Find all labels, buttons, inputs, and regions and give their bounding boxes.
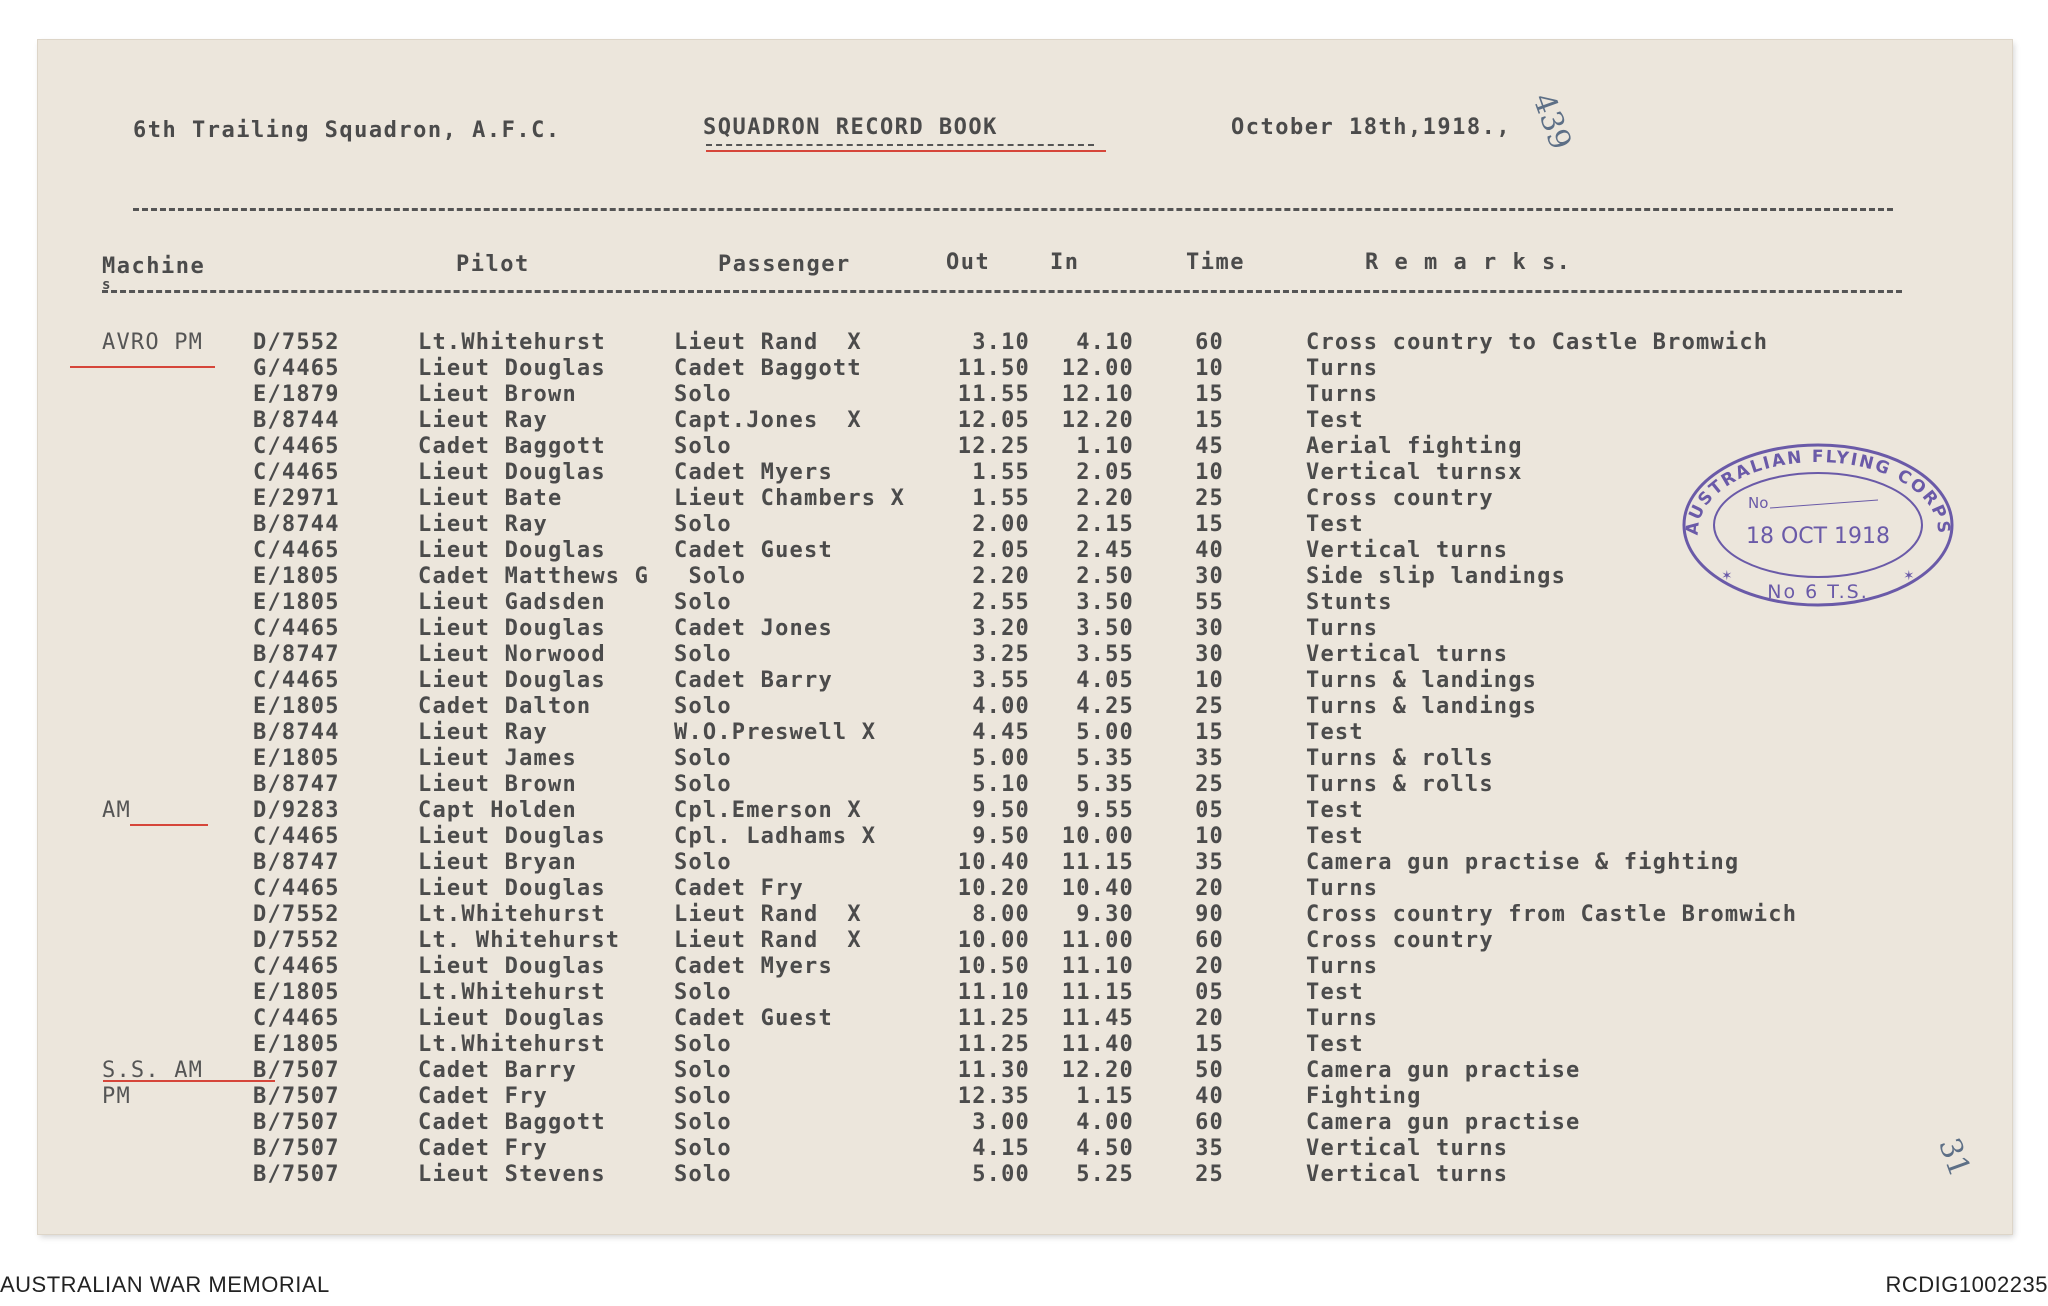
row-machine: B/8744 [253, 408, 340, 433]
table-row [38, 930, 2012, 956]
row-in-time: 4.00 [1076, 1110, 1134, 1135]
table-row [38, 956, 2012, 982]
row-out-time: 2.05 [972, 538, 1030, 563]
row-in-time: 3.55 [1076, 642, 1134, 667]
stamp-star-left-icon: ✶ [1722, 565, 1732, 584]
row-pilot: Lieut Douglas [418, 824, 606, 849]
table-row [38, 410, 2012, 436]
row-remarks: Turns [1306, 616, 1379, 641]
row-out-time: 11.50 [957, 356, 1030, 381]
row-passenger: Cadet Barry [674, 668, 833, 693]
row-passenger: Cpl. Ladhams X [674, 824, 877, 849]
row-duration: 35 [1195, 850, 1224, 875]
row-remarks: Turns & landings [1306, 694, 1538, 719]
row-remarks: Test [1306, 512, 1364, 537]
row-in-time: 12.10 [1061, 382, 1134, 407]
row-remarks: Vertical turns [1306, 538, 1509, 563]
table-row [38, 696, 2012, 722]
row-out-time: 10.50 [957, 954, 1030, 979]
table-row [38, 878, 2012, 904]
row-machine: C/4465 [253, 876, 340, 901]
row-pilot: Capt Holden [418, 798, 577, 823]
row-passenger: Solo [674, 590, 732, 615]
row-pilot: Lieut Ray [418, 720, 549, 745]
table-row [38, 1034, 2012, 1060]
row-out-time: 5.00 [972, 1162, 1030, 1187]
row-remarks: Test [1306, 824, 1364, 849]
row-out-time: 4.15 [972, 1136, 1030, 1161]
table-row [38, 1060, 2012, 1086]
row-passenger: Solo [674, 1058, 732, 1083]
row-machine: B/7507 [253, 1058, 340, 1083]
row-pilot: Lieut Douglas [418, 668, 606, 693]
table-row [38, 774, 2012, 800]
row-in-time: 10.40 [1061, 876, 1134, 901]
row-machine: E/1805 [253, 746, 340, 771]
row-duration: 90 [1195, 902, 1224, 927]
row-out-time: 3.10 [972, 330, 1030, 355]
row-pilot: Lieut Douglas [418, 1006, 606, 1031]
row-in-time: 11.10 [1061, 954, 1134, 979]
col-machine-header: Machine [102, 254, 206, 279]
row-in-time: 4.05 [1076, 668, 1134, 693]
row-in-time: 12.20 [1061, 1058, 1134, 1083]
row-passenger: Solo [674, 642, 732, 667]
row-pilot: Lieut Douglas [418, 538, 606, 563]
row-duration: 30 [1195, 616, 1224, 641]
row-machine: E/1805 [253, 590, 340, 615]
row-machine: B/7507 [253, 1162, 340, 1187]
row-pilot: Lt.Whitehurst [418, 980, 606, 1005]
row-passenger: Cadet Guest [674, 1006, 833, 1031]
row-remarks: Aerial fighting [1306, 434, 1523, 459]
row-remarks: Turns [1306, 356, 1379, 381]
table-row [38, 618, 2012, 644]
row-machine: C/4465 [253, 824, 340, 849]
row-duration: 15 [1195, 408, 1224, 433]
row-out-time: 11.10 [957, 980, 1030, 1005]
row-in-time: 3.50 [1076, 590, 1134, 615]
row-remarks: Cross country [1306, 486, 1494, 511]
row-duration: 15 [1195, 720, 1224, 745]
row-duration: 45 [1195, 434, 1224, 459]
row-out-time: 10.40 [957, 850, 1030, 875]
row-machine: E/1805 [253, 1032, 340, 1057]
row-passenger: Solo [674, 512, 732, 537]
row-duration: 05 [1195, 798, 1224, 823]
stamp-star-right-icon: ✶ [1904, 565, 1914, 584]
row-pilot: Cadet Fry [418, 1084, 549, 1109]
stamp-top-text: AUSTRALIAN FLYING CORPS [1682, 446, 1954, 536]
row-passenger: Lieut Chambers X [674, 486, 906, 511]
row-passenger: Solo [674, 694, 732, 719]
table-row [38, 644, 2012, 670]
row-duration: 50 [1195, 1058, 1224, 1083]
document-title: SQUADRON RECORD BOOK [703, 115, 998, 140]
row-passenger: Capt.Jones X [674, 408, 862, 433]
row-machine: G/4465 [253, 356, 340, 381]
row-remarks: Turns [1306, 876, 1379, 901]
row-out-time: 2.00 [972, 512, 1030, 537]
row-machine: C/4465 [253, 668, 340, 693]
row-duration: 10 [1195, 824, 1224, 849]
row-remarks: Test [1306, 408, 1364, 433]
row-pilot: Lieut Douglas [418, 616, 606, 641]
row-duration: 10 [1195, 356, 1224, 381]
row-pilot: Lieut Ray [418, 408, 549, 433]
afc-received-stamp [1678, 440, 1958, 610]
folio-number-bottom: 31 [1931, 1133, 1978, 1182]
row-passenger: Solo [674, 382, 732, 407]
row-machine: E/2971 [253, 486, 340, 511]
row-in-time: 11.00 [1061, 928, 1134, 953]
row-duration: 15 [1195, 1032, 1224, 1057]
row-pilot: Lt.Whitehurst [418, 902, 606, 927]
row-pilot: Lieut Stevens [418, 1162, 606, 1187]
row-out-time: 1.55 [972, 460, 1030, 485]
row-out-time: 10.20 [957, 876, 1030, 901]
row-in-time: 4.50 [1076, 1136, 1134, 1161]
row-duration: 20 [1195, 954, 1224, 979]
row-pilot: Lieut Douglas [418, 460, 606, 485]
table-row [38, 982, 2012, 1008]
row-passenger: Solo [674, 980, 732, 1005]
col-out-header: Out [946, 250, 991, 275]
row-machine: B/8747 [253, 642, 340, 667]
row-in-time: 5.35 [1076, 746, 1134, 771]
row-out-time: 2.55 [972, 590, 1030, 615]
row-machine: C/4465 [253, 434, 340, 459]
row-passenger: Solo [674, 1110, 732, 1135]
footer-record-id: RCDIG1002235 [1885, 1272, 2048, 1297]
row-out-time: 12.05 [957, 408, 1030, 433]
row-out-time: 12.25 [957, 434, 1030, 459]
row-out-time: 3.00 [972, 1110, 1030, 1135]
row-out-time: 3.55 [972, 668, 1030, 693]
row-out-time: 10.00 [957, 928, 1030, 953]
row-passenger: Solo [674, 564, 747, 589]
row-pilot: Cadet Baggott [418, 434, 606, 459]
col-in-header: In [1050, 250, 1080, 275]
row-machine: D/7552 [253, 330, 340, 355]
row-pilot: Lieut Brown [418, 772, 577, 797]
row-remarks: Turns & rolls [1306, 746, 1494, 771]
row-out-time: 11.55 [957, 382, 1030, 407]
row-passenger: Solo [674, 850, 732, 875]
row-out-time: 11.25 [957, 1032, 1030, 1057]
row-passenger: Cadet Fry [674, 876, 805, 901]
row-machine: B/7507 [253, 1110, 340, 1135]
row-duration: 15 [1195, 512, 1224, 537]
row-in-time: 4.25 [1076, 694, 1134, 719]
record-page [38, 40, 2012, 1234]
row-in-time: 11.40 [1061, 1032, 1134, 1057]
row-machine: E/1805 [253, 694, 340, 719]
row-remarks: Test [1306, 980, 1364, 1005]
row-machine: B/7507 [253, 1136, 340, 1161]
header-rule-bottom [102, 290, 1902, 293]
table-row [38, 800, 2012, 826]
row-in-time: 11.15 [1061, 850, 1134, 875]
col-remarks-header: R e m a r k s. [1365, 250, 1572, 275]
row-passenger: Solo [674, 746, 732, 771]
header-rule-top [133, 208, 1893, 211]
row-duration: 25 [1195, 772, 1224, 797]
row-machine: D/7552 [253, 928, 340, 953]
row-machine: B/8744 [253, 720, 340, 745]
row-machine: C/4465 [253, 1006, 340, 1031]
row-passenger: W.O.Preswell X [674, 720, 877, 745]
row-in-time: 5.35 [1076, 772, 1134, 797]
row-duration: 05 [1195, 980, 1224, 1005]
row-pilot: Cadet Baggott [418, 1110, 606, 1135]
row-duration: 10 [1195, 460, 1224, 485]
row-in-time: 12.00 [1061, 356, 1134, 381]
row-machine: B/8747 [253, 850, 340, 875]
row-duration: 25 [1195, 1162, 1224, 1187]
table-row [38, 670, 2012, 696]
row-passenger: Solo [674, 772, 732, 797]
row-pilot: Lieut Norwood [418, 642, 606, 667]
row-remarks: Stunts [1306, 590, 1393, 615]
col-machine-mark: s [102, 277, 112, 293]
row-machine: E/1805 [253, 564, 340, 589]
row-group-label: AVRO PM [102, 330, 204, 355]
row-in-time: 5.25 [1076, 1162, 1134, 1187]
row-pilot: Cadet Dalton [418, 694, 592, 719]
row-duration: 20 [1195, 1006, 1224, 1031]
row-pilot: Lieut Douglas [418, 954, 606, 979]
row-remarks: Fighting [1306, 1084, 1422, 1109]
table-row [38, 384, 2012, 410]
row-pilot: Cadet Matthews G [418, 564, 650, 589]
row-machine: C/4465 [253, 954, 340, 979]
row-passenger: Cadet Myers [674, 954, 833, 979]
row-remarks: Test [1306, 798, 1364, 823]
row-out-time: 4.00 [972, 694, 1030, 719]
row-passenger: Solo [674, 1136, 732, 1161]
row-pilot: Cadet Fry [418, 1136, 549, 1161]
row-passenger: Solo [674, 1162, 732, 1187]
row-machine: C/4465 [253, 616, 340, 641]
row-out-time: 5.10 [972, 772, 1030, 797]
row-remarks: Test [1306, 1032, 1364, 1057]
row-passenger: Cadet Myers [674, 460, 833, 485]
row-remarks: Vertical turns [1306, 1162, 1509, 1187]
row-machine: D/7552 [253, 902, 340, 927]
row-remarks: Turns & rolls [1306, 772, 1494, 797]
row-in-time: 2.20 [1076, 486, 1134, 511]
avro-pm-red-underline [70, 366, 215, 368]
row-in-time: 4.10 [1076, 330, 1134, 355]
row-remarks: Camera gun practise [1306, 1110, 1581, 1135]
ss-am-red-underline [103, 1080, 275, 1082]
stamp-no-label: No [1748, 494, 1769, 512]
am-red-underline [130, 824, 208, 826]
table-row [38, 1008, 2012, 1034]
row-in-time: 11.45 [1061, 1006, 1134, 1031]
row-duration: 60 [1195, 330, 1224, 355]
row-passenger: Lieut Rand X [674, 330, 862, 355]
row-passenger: Cpl.Emerson X [674, 798, 862, 823]
stamp-date: 18 OCT 1918 [1745, 524, 1891, 549]
row-duration: 30 [1195, 642, 1224, 667]
row-remarks: Turns & landings [1306, 668, 1538, 693]
row-in-time: 9.30 [1076, 902, 1134, 927]
row-out-time: 3.25 [972, 642, 1030, 667]
row-duration: 30 [1195, 564, 1224, 589]
row-passenger: Solo [674, 1084, 732, 1109]
row-pilot: Lieut Douglas [418, 356, 606, 381]
title-red-underline [706, 150, 1106, 152]
row-group-label: PM [102, 1084, 131, 1109]
row-passenger: Lieut Rand X [674, 902, 862, 927]
row-pilot: Lieut Bryan [418, 850, 577, 875]
row-machine: E/1805 [253, 980, 340, 1005]
row-out-time: 3.20 [972, 616, 1030, 641]
row-in-time: 9.55 [1076, 798, 1134, 823]
col-passenger-header: Passenger [718, 252, 851, 277]
row-pilot: Cadet Barry [418, 1058, 577, 1083]
row-pilot: Lt.Whitehurst [418, 1032, 606, 1057]
row-in-time: 2.15 [1076, 512, 1134, 537]
table-row [38, 852, 2012, 878]
row-remarks: Vertical turns [1306, 642, 1509, 667]
table-row [38, 358, 2012, 384]
row-remarks: Side slip landings [1306, 564, 1567, 589]
row-out-time: 11.25 [957, 1006, 1030, 1031]
table-row [38, 722, 2012, 748]
stamp-bottom-text: No 6 T.S. [1767, 581, 1869, 603]
row-machine: D/9283 [253, 798, 340, 823]
row-in-time: 5.00 [1076, 720, 1134, 745]
row-out-time: 4.45 [972, 720, 1030, 745]
row-in-time: 12.20 [1061, 408, 1134, 433]
row-duration: 15 [1195, 382, 1224, 407]
row-group-label: AM [102, 798, 131, 823]
row-duration: 60 [1195, 1110, 1224, 1135]
row-remarks: Vertical turnsx [1306, 460, 1523, 485]
col-pilot-header: Pilot [456, 252, 530, 277]
table-row [38, 826, 2012, 852]
row-out-time: 1.55 [972, 486, 1030, 511]
row-remarks: Cross country from Castle Bromwich [1306, 902, 1798, 927]
row-machine: C/4465 [253, 460, 340, 485]
row-passenger: Solo [674, 434, 732, 459]
title-double-underline [706, 144, 1094, 146]
row-remarks: Turns [1306, 1006, 1379, 1031]
row-machine: B/8747 [253, 772, 340, 797]
row-passenger: Cadet Baggott [674, 356, 862, 381]
row-group-label: S.S. AM [102, 1058, 204, 1083]
row-in-time: 11.15 [1061, 980, 1134, 1005]
row-pilot: Lt.Whitehurst [418, 330, 606, 355]
row-in-time: 1.15 [1076, 1084, 1134, 1109]
row-out-time: 8.00 [972, 902, 1030, 927]
row-in-time: 10.00 [1061, 824, 1134, 849]
row-out-time: 11.30 [957, 1058, 1030, 1083]
row-in-time: 2.45 [1076, 538, 1134, 563]
row-duration: 25 [1195, 694, 1224, 719]
row-duration: 40 [1195, 1084, 1224, 1109]
col-time-header: Time [1186, 250, 1245, 275]
row-in-time: 3.50 [1076, 616, 1134, 641]
table-row [38, 1086, 2012, 1112]
table-row [38, 332, 2012, 358]
row-out-time: 9.50 [972, 824, 1030, 849]
table-row [38, 1112, 2012, 1138]
row-passenger: Lieut Rand X [674, 928, 862, 953]
table-row [38, 904, 2012, 930]
row-pilot: Lieut Douglas [418, 876, 606, 901]
table-row [38, 748, 2012, 774]
footer-institution: AUSTRALIAN WAR MEMORIAL [0, 1272, 330, 1297]
row-duration: 55 [1195, 590, 1224, 615]
row-duration: 25 [1195, 486, 1224, 511]
row-machine: E/1879 [253, 382, 340, 407]
row-duration: 60 [1195, 928, 1224, 953]
unit-name: 6th Trailing Squadron, A.F.C. [133, 118, 561, 143]
row-remarks: Camera gun practise [1306, 1058, 1581, 1083]
row-remarks: Vertical turns [1306, 1136, 1509, 1161]
record-date: October 18th,1918., [1231, 115, 1512, 140]
row-in-time: 2.50 [1076, 564, 1134, 589]
row-duration: 20 [1195, 876, 1224, 901]
row-machine: B/7507 [253, 1084, 340, 1109]
row-remarks: Test [1306, 720, 1364, 745]
table-row [38, 1138, 2012, 1164]
row-duration: 35 [1195, 746, 1224, 771]
folio-number-top: 439 [1525, 88, 1578, 155]
row-machine: C/4465 [253, 538, 340, 563]
row-duration: 10 [1195, 668, 1224, 693]
row-out-time: 2.20 [972, 564, 1030, 589]
row-remarks: Cross country to Castle Bromwich [1306, 330, 1769, 355]
row-in-time: 2.05 [1076, 460, 1134, 485]
row-remarks: Cross country [1306, 928, 1494, 953]
row-pilot: Lieut Ray [418, 512, 549, 537]
row-passenger: Solo [674, 1032, 732, 1057]
row-duration: 40 [1195, 538, 1224, 563]
row-out-time: 12.35 [957, 1084, 1030, 1109]
row-remarks: Turns [1306, 954, 1379, 979]
row-passenger: Cadet Guest [674, 538, 833, 563]
svg-text:AUSTRALIAN FLYING CORPS [1683, 447, 1954, 536]
row-out-time: 9.50 [972, 798, 1030, 823]
row-in-time: 1.10 [1076, 434, 1134, 459]
row-pilot: Lt. Whitehurst [418, 928, 621, 953]
row-pilot: Lieut James [418, 746, 577, 771]
row-passenger: Cadet Jones [674, 616, 833, 641]
row-machine: B/8744 [253, 512, 340, 537]
row-remarks: Turns [1306, 382, 1379, 407]
table-row [38, 1164, 2012, 1190]
row-pilot: Lieut Gadsden [418, 590, 606, 615]
row-pilot: Lieut Brown [418, 382, 577, 407]
row-out-time: 5.00 [972, 746, 1030, 771]
row-remarks: Camera gun practise & fighting [1306, 850, 1740, 875]
row-pilot: Lieut Bate [418, 486, 563, 511]
row-duration: 35 [1195, 1136, 1224, 1161]
